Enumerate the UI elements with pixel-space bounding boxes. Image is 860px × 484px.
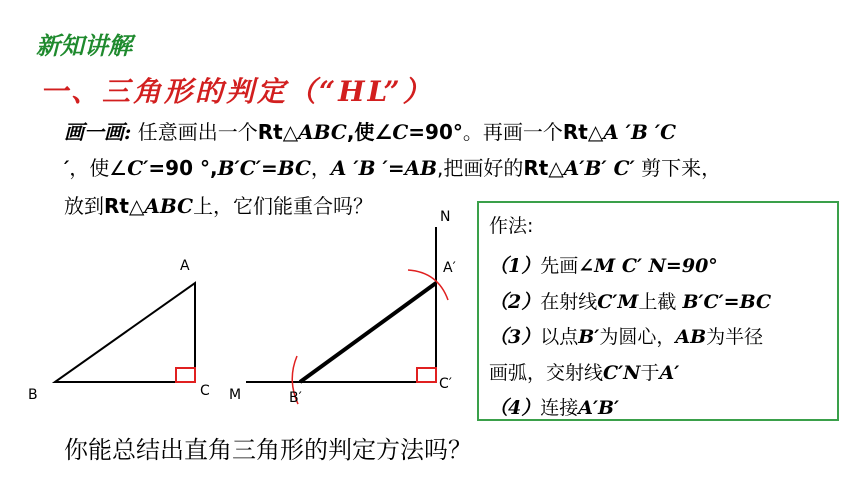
side-equality: A ′B ′=AB <box>330 156 437 180</box>
rt-symbol: Rt△ <box>104 194 145 218</box>
triangle-name: A ′B ′C <box>603 120 677 144</box>
text: 剪下来， <box>634 156 722 180</box>
math: ∠M C′ N=90° <box>578 255 718 277</box>
text: 放到 <box>64 194 104 218</box>
math: A′B′ <box>578 397 620 419</box>
text: ,把画好的 <box>437 156 524 180</box>
step-number: （1） <box>489 255 541 277</box>
text: ,使∠ <box>346 120 393 144</box>
right-angle-mark <box>417 368 436 382</box>
rt-symbol: Rt△ <box>257 120 299 144</box>
math: C′M <box>597 291 639 313</box>
triangle-abc <box>55 283 195 382</box>
vertex-label-c: C <box>200 383 210 399</box>
vertex-label-b-prime: B′ <box>289 390 302 406</box>
section-label: 新知讲解 <box>36 31 132 60</box>
ray-label-m: M <box>229 387 242 403</box>
method-step-3-cont <box>489 358 679 385</box>
prime-mark: ′ <box>64 156 70 180</box>
text: ， <box>310 156 331 180</box>
math: A′ <box>659 362 680 384</box>
text: 在射线 <box>540 291 598 313</box>
method-step-4 <box>489 393 619 420</box>
vertex-label-c-prime: C′ <box>439 376 452 392</box>
text: ，使∠ <box>69 156 128 180</box>
angle-vertex: C′ <box>127 156 149 180</box>
triangle-name: A′B′ C′ <box>563 156 635 180</box>
step-number: （4） <box>489 397 541 419</box>
rt-symbol: Rt△ <box>562 120 604 144</box>
text: 画弧，交射线 <box>489 362 604 384</box>
method-step-2 <box>489 287 771 314</box>
triangle-name: ABC <box>144 194 194 218</box>
math: C′N <box>603 362 641 384</box>
segment-ab-prime <box>300 283 436 382</box>
math: AB <box>675 326 707 348</box>
vertex-label-a-prime: A′ <box>443 260 456 276</box>
math: B′C′=BC <box>682 291 772 313</box>
step-number: （3） <box>489 326 541 348</box>
summary-question: 你能总结出直角三角形的判定方法吗？ <box>64 436 472 464</box>
text: 上截 <box>638 291 683 313</box>
method-step-1 <box>489 251 718 278</box>
text: 。再画一个 <box>462 120 563 144</box>
side-equality: B′C′=BC <box>217 156 311 180</box>
section-heading: 一、三角形的判定（“HL”） <box>40 75 434 108</box>
text: 任意画出一个 <box>137 120 258 144</box>
compass-arc-a <box>408 270 448 300</box>
angle-vertex: C <box>392 120 409 144</box>
angle-value: =90 ° <box>148 156 210 180</box>
text: 先画 <box>540 255 579 277</box>
math: B′ <box>578 326 600 348</box>
text: , <box>209 156 218 180</box>
vertex-label-a: A <box>180 258 190 274</box>
text: 为圆心， <box>599 326 676 348</box>
rt-symbol: Rt△ <box>523 156 564 180</box>
step-number: （2） <box>489 291 541 313</box>
text: 为半径 <box>706 326 764 348</box>
text: 上，它们能重合吗？ <box>193 194 374 218</box>
method-step-3 <box>489 322 763 349</box>
method-title: 作法: <box>489 215 534 237</box>
vertex-label-b: B <box>28 387 38 403</box>
triangle-name: ABC <box>298 120 347 144</box>
angle-value: =90° <box>408 120 463 144</box>
text: 以点 <box>540 326 579 348</box>
text: 于 <box>640 362 660 384</box>
text: 连接 <box>540 397 579 419</box>
construction-method-box <box>477 201 839 421</box>
draw-lead: 画一画: <box>64 120 132 144</box>
right-angle-mark <box>176 368 195 382</box>
ray-label-n: N <box>440 209 451 225</box>
